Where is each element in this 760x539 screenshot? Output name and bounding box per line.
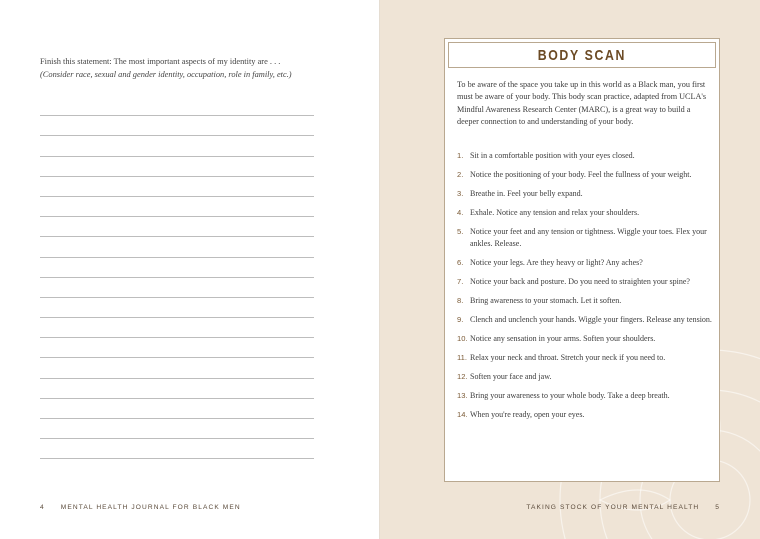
step-text: Clench and unclench your hands. Wiggle your fingers. Release any tension. — [470, 315, 712, 325]
step-item — [457, 333, 715, 345]
writing-line — [40, 177, 314, 197]
step-number: 9. — [457, 315, 464, 325]
writing-line — [40, 96, 314, 116]
writing-line — [40, 116, 314, 136]
step-item — [457, 390, 715, 402]
right-page — [380, 0, 760, 539]
step-item — [457, 295, 715, 307]
step-text: Bring your awareness to your whole body. Take a deep breath. — [470, 391, 670, 401]
card-header — [448, 42, 716, 68]
step-text: Notice the positioning of your body. Feel the fullness of your weight. — [470, 170, 692, 179]
section-title: BODY SCAN — [537, 46, 627, 64]
intro-paragraph: To be aware of the space you take up in this world as a Black man, you first must be aware of your body. This body scan practice, adapted from UCLA's Mindful Awareness Research Center (MARC), is a great way to build a deeper connection to and understanding of your body. — [457, 80, 707, 127]
step-number: 6. — [457, 258, 464, 268]
step-text: Soften your face and jaw. — [470, 372, 552, 382]
writing-line — [40, 439, 314, 459]
writing-lines — [40, 96, 314, 459]
writing-line — [40, 358, 314, 378]
step-number: 4. — [457, 208, 464, 217]
step-item — [457, 226, 715, 250]
step-item — [457, 257, 715, 269]
prompt-text: Finish this statement: The most important aspects of my identity are . . . — [40, 57, 281, 66]
prompt-hint: (Consider race, sexual and gender identity, occupation, role in family, etc.) — [40, 70, 292, 79]
step-text: Notice any sensation in your arms. Soften your shoulders. — [470, 334, 656, 344]
writing-line — [40, 217, 314, 237]
step-text: Relax your neck and throat. Stretch your neck if you need to. — [470, 353, 666, 363]
step-number: 7. — [457, 277, 464, 287]
step-number: 14. — [457, 410, 468, 420]
step-number: 5. — [457, 227, 464, 236]
step-number: 8. — [457, 296, 464, 306]
writing-line — [40, 258, 314, 278]
step-number: 11. — [457, 353, 467, 363]
step-item — [457, 276, 715, 288]
left-folio — [40, 504, 241, 511]
step-text: Sit in a comfortable position with your eyes closed. — [470, 151, 635, 160]
step-text: Exhale. Notice any tension and relax your shoulders. — [470, 208, 640, 217]
step-item — [457, 409, 715, 421]
step-text: Notice your legs. Are they heavy or light? Any aches? — [470, 258, 643, 268]
writing-line — [40, 197, 314, 217]
writing-line — [40, 278, 314, 298]
step-number: 12. — [457, 372, 468, 382]
writing-line — [40, 338, 314, 358]
step-number: 3. — [457, 189, 464, 198]
step-item — [457, 150, 715, 162]
writing-line — [40, 399, 314, 419]
step-item — [457, 371, 715, 383]
step-text: Notice your back and posture. Do you need to straighten your spine? — [470, 277, 690, 287]
step-number: 1. — [457, 151, 464, 160]
step-number: 13. — [457, 391, 468, 401]
running-head: MENTAL HEALTH JOURNAL FOR BLACK MEN — [60, 504, 241, 511]
right-folio — [526, 504, 720, 511]
step-item — [457, 352, 715, 364]
running-head: TAKING STOCK OF YOUR MENTAL HEALTH — [526, 504, 700, 511]
step-item — [457, 169, 715, 181]
step-text: Notice your feet and any tension or tightness. Wiggle your toes. Flex your ankles. Release. — [470, 227, 707, 249]
page-number: 5 — [715, 504, 720, 511]
writing-line — [40, 379, 314, 399]
writing-line — [40, 298, 314, 318]
writing-line — [40, 136, 314, 156]
step-item — [457, 314, 715, 326]
writing-line — [40, 157, 314, 177]
body-scan-card — [444, 38, 720, 482]
step-number: 2. — [457, 170, 464, 179]
step-text: Bring awareness to your stomach. Let it soften. — [470, 296, 622, 306]
writing-line — [40, 318, 314, 338]
step-text: Breathe in. Feel your belly expand. — [470, 189, 583, 198]
writing-line — [40, 419, 314, 439]
step-item — [457, 188, 715, 200]
journal-prompt — [40, 55, 330, 81]
step-number: 10. — [457, 334, 468, 344]
step-item — [457, 207, 715, 219]
steps-list — [457, 150, 715, 428]
writing-line — [40, 237, 314, 257]
page-number: 4 — [40, 504, 45, 511]
step-text: When you're ready, open your eyes. — [470, 410, 585, 420]
